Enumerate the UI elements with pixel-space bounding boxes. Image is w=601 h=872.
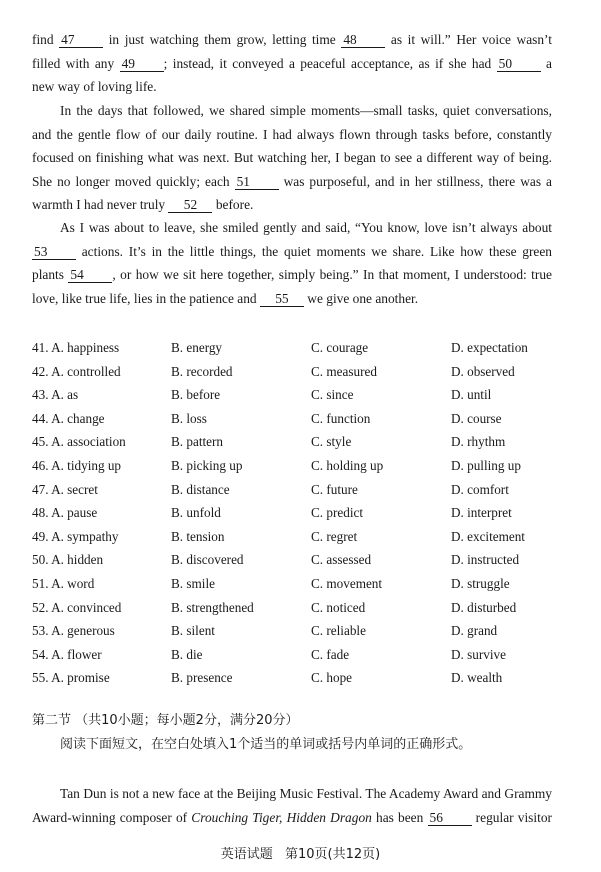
footer-page-number: 第10页(共12页) (284, 847, 381, 862)
passage-paragraph-1 (32, 28, 552, 99)
question-number: 50. (32, 552, 49, 568)
option-d[interactable]: D. observed (451, 363, 515, 379)
question-number: 49. (32, 528, 49, 544)
option-c[interactable]: C. style (311, 434, 352, 450)
option-a[interactable]: 43. A. as (32, 387, 79, 403)
option-d[interactable]: D. pulling up (451, 457, 521, 473)
blank-56[interactable]: 56 (428, 810, 472, 826)
option-row (32, 548, 572, 572)
option-a[interactable]: 49. A. sympathy (32, 528, 119, 544)
blank-50[interactable]: 50 (497, 56, 541, 72)
blank-52[interactable]: 52 (168, 197, 212, 213)
option-b[interactable]: B. strengthened (171, 599, 254, 615)
option-c[interactable]: C. function (311, 410, 371, 426)
film-title: Crouching Tiger, Hidden Dragon (191, 809, 372, 825)
option-b[interactable]: B. loss (171, 410, 207, 426)
option-c[interactable]: C. since (311, 387, 354, 403)
option-d[interactable]: D. comfort (451, 481, 509, 497)
blank-55[interactable]: 55 (260, 291, 304, 307)
option-row (32, 478, 572, 502)
passage-paragraph-4 (32, 782, 552, 829)
option-c[interactable]: C. hope (311, 670, 353, 686)
option-c[interactable]: C. fade (311, 646, 350, 662)
passage-line: 53 actions. It’s in the little things, the quiet moments we share. Like how these green (34, 243, 552, 259)
option-d[interactable]: D. until (451, 387, 492, 403)
option-c[interactable]: C. noticed (311, 599, 366, 615)
option-b[interactable]: B. energy (171, 340, 223, 355)
option-a[interactable]: 42. A. controlled (32, 363, 121, 379)
option-b[interactable]: B. recorded (171, 363, 233, 379)
option-d[interactable]: D. struggle (451, 575, 510, 591)
section-heading: 第二节 （共10小题；每小题2分，满分20分） (32, 713, 299, 728)
blank-53[interactable]: 53 (32, 244, 76, 260)
passage-line: love, like true life, lies in the patience and 55 we give one another. (32, 290, 419, 306)
option-row (32, 619, 572, 643)
blank-51[interactable]: 51 (235, 174, 279, 190)
option-d[interactable]: D. course (451, 410, 502, 426)
question-number: 51. (32, 575, 49, 591)
option-a[interactable]: 45. A. association (32, 434, 126, 450)
option-c[interactable]: C. courage (311, 340, 369, 355)
passage-paragraph-2 (32, 99, 552, 217)
option-b[interactable]: B. smile (171, 575, 215, 591)
option-d[interactable]: D. expectation (451, 340, 528, 355)
option-row (32, 454, 572, 478)
option-a[interactable]: 46. A. tidying up (32, 457, 122, 473)
passage-line: and the gentle flow of our daily routine. I had always flown through tasks before, constantly (32, 126, 552, 142)
option-row (32, 643, 572, 667)
option-b[interactable]: B. pattern (171, 434, 224, 450)
passage-line: Tan Dun is not a new face at the Beijing Music Festival. The Academy Award and Grammy (60, 786, 552, 801)
option-b[interactable]: B. presence (171, 670, 233, 686)
passage-line: As I was about to leave, she smiled gently and said, “You know, love isn’t always about (60, 220, 552, 235)
option-b[interactable]: B. before (171, 387, 221, 403)
blank-47[interactable]: 47 (59, 32, 103, 48)
page-footer (0, 846, 601, 864)
question-number: 42. (32, 363, 49, 379)
option-b[interactable]: B. picking up (171, 457, 243, 473)
question-number: 44. (32, 410, 49, 426)
option-row (32, 666, 572, 690)
footer-subject: 英语试题 (220, 847, 273, 862)
option-b[interactable]: B. silent (171, 623, 215, 639)
option-row (32, 596, 572, 620)
question-number: 43. (32, 387, 49, 403)
option-d[interactable]: D. grand (451, 623, 498, 639)
passage-line: plants 54 , or how we sit here together, simply being.” In that moment, I understood: true (32, 267, 552, 283)
section-instruction: 阅读下面短文，在空白处填入1个适当的单词或括号内单词的正确形式。 (60, 737, 472, 752)
question-number: 52. (32, 599, 49, 615)
passage-line: She no longer moved quickly; each 51 was purposeful, and in her stillness, there was a (32, 173, 552, 189)
option-row (32, 383, 572, 407)
option-row (32, 360, 572, 384)
question-number: 47. (32, 481, 49, 497)
option-a[interactable]: 44. A. change (32, 410, 105, 426)
option-b[interactable]: B. discovered (171, 552, 244, 568)
passage-line: find 47 in just watching them grow, letting time 48 as it will.” Her voice wasn’t (32, 32, 552, 47)
option-c[interactable]: C. predict (311, 505, 364, 521)
option-c[interactable]: C. reliable (311, 623, 366, 639)
option-a[interactable]: 50. A. hidden (32, 552, 104, 568)
option-a[interactable]: 48. A. pause (32, 505, 98, 521)
question-number: 45. (32, 434, 49, 450)
question-number: 46. (32, 457, 49, 473)
option-d[interactable]: D. survive (451, 646, 506, 662)
question-number: 54. (32, 646, 49, 662)
question-number: 41. (32, 340, 49, 355)
option-b[interactable]: B. die (171, 646, 203, 662)
passage-line: focused on finishing what was next. But watching her, I began to see a different way of being. (32, 150, 552, 166)
option-b[interactable]: B. unfold (171, 505, 221, 521)
option-d[interactable]: D. wealth (451, 670, 503, 686)
option-c[interactable]: C. holding up (311, 457, 384, 473)
passage-line: In the days that followed, we shared simple moments—small tasks, quiet conversations, (60, 103, 552, 118)
option-a[interactable]: 41. A. happiness (32, 340, 120, 355)
option-row (32, 525, 572, 549)
option-a[interactable]: 51. A. word (32, 575, 95, 591)
option-c[interactable]: C. movement (311, 575, 383, 591)
blank-49[interactable]: 49 (120, 56, 164, 72)
question-number: 48. (32, 505, 49, 521)
option-a[interactable]: 55. A. promise (32, 670, 110, 686)
option-d[interactable]: D. interpret (451, 505, 512, 521)
option-c[interactable]: C. measured (311, 363, 377, 379)
passage-line: Award-winning composer of Crouching Tiger, Hidden Dragon has been 56 regular visitor (32, 809, 552, 825)
option-c[interactable]: C. future (311, 481, 358, 497)
passage-paragraph-3 (32, 216, 552, 310)
option-d[interactable]: D. excitement (451, 528, 525, 544)
passage-line: new way of loving life. (32, 79, 157, 95)
option-d[interactable]: D. rhythm (451, 434, 506, 450)
option-d[interactable]: D. instructed (451, 552, 520, 568)
option-a[interactable]: 47. A. secret (32, 481, 98, 497)
question-number: 55. (32, 670, 49, 686)
option-c[interactable]: C. regret (311, 528, 358, 544)
blank-54[interactable]: 54 (68, 267, 112, 283)
option-row (32, 336, 572, 360)
answer-options (32, 336, 572, 690)
option-row (32, 572, 572, 596)
option-a[interactable]: 54. A. flower (32, 646, 102, 662)
option-row (32, 407, 572, 431)
blank-48[interactable]: 48 (341, 32, 385, 48)
option-c[interactable]: C. assessed (311, 552, 372, 568)
option-d[interactable]: D. disturbed (451, 599, 517, 615)
option-b[interactable]: B. tension (171, 528, 225, 544)
passage-line: filled with any 49 ; instead, it conveyed a peaceful acceptance, as if she had 50 a (32, 55, 553, 71)
option-a[interactable]: 52. A. convinced (32, 599, 122, 615)
option-row (32, 501, 572, 525)
option-row (32, 430, 572, 454)
option-a[interactable]: 53. A. generous (32, 623, 115, 639)
option-b[interactable]: B. distance (171, 481, 230, 497)
passage-line: warmth I had never truly 52 before. (32, 197, 254, 213)
question-number: 53. (32, 623, 49, 639)
